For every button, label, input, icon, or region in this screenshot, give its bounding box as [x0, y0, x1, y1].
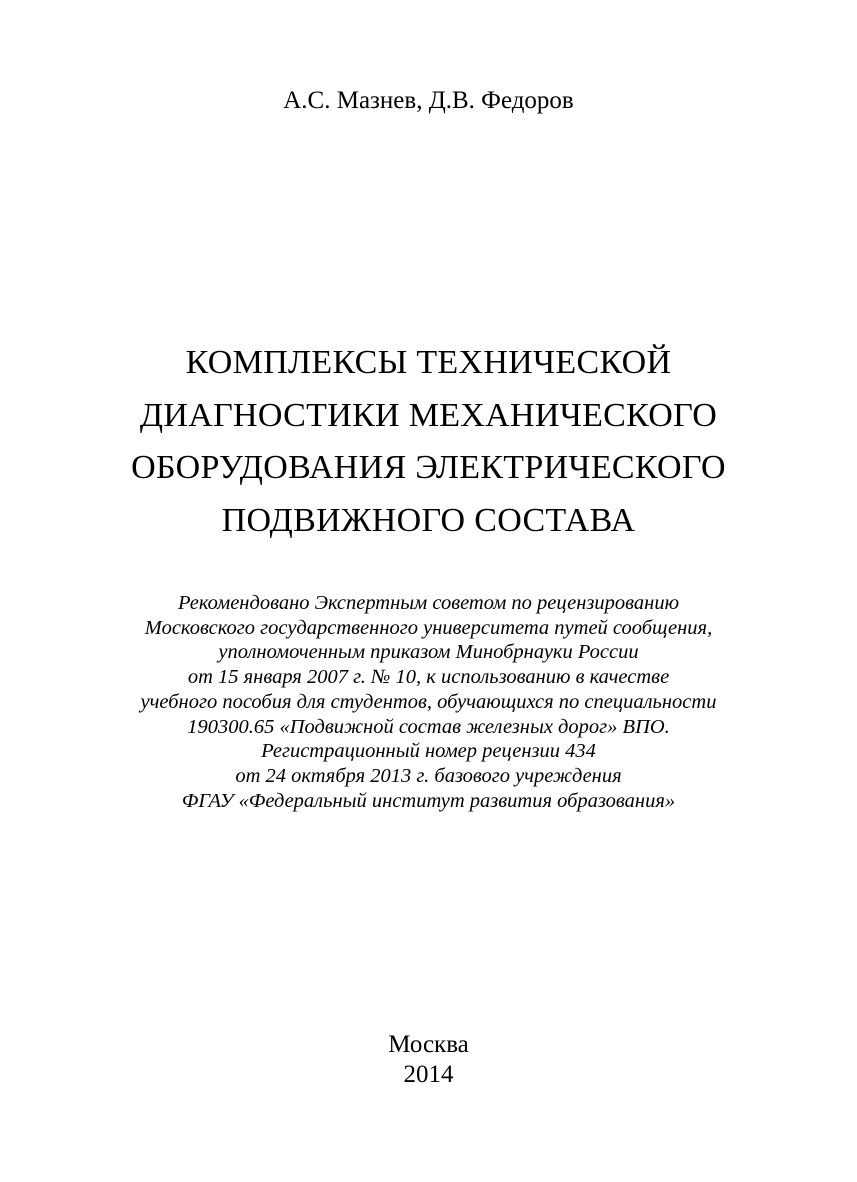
title-line: КОМПЛЕКСЫ ТЕХНИЧЕСКОЙ — [185, 344, 672, 381]
imprint-city: Москва — [388, 1031, 469, 1058]
imprint — [0, 1030, 857, 1090]
imprint-year: 2014 — [403, 1061, 454, 1088]
authors: А.С. Мазнев, Д.В. Федоров — [283, 87, 574, 114]
approval-line: Московского государственного университета путей сообщения, — [144, 616, 713, 639]
approval-statement — [0, 591, 857, 813]
approval-line: Рекомендовано Экспертным советом по рецензированию — [177, 592, 680, 614]
approval-line: Регистрационный номер рецензии 434 — [261, 740, 596, 763]
approval-line: от 24 октября 2013 г. базового учреждения — [235, 764, 622, 787]
approval-line: ФГАУ «Федеральный институт развития образования» — [181, 789, 676, 812]
title-line: ОБОРУДОВАНИЯ ЭЛЕКТРИЧЕСКОГО — [131, 449, 726, 486]
approval-line: от 15 января 2007 г. № 10, к использованию в качестве — [187, 666, 670, 689]
book-title — [0, 337, 857, 547]
title-line: ДИАГНОСТИКИ МЕХАНИЧЕСКОГО — [139, 396, 718, 434]
title-line: ПОДВИЖНОГО СОСТАВА — [221, 501, 636, 539]
approval-line: учебного пособия для студентов, обучающихся по специальности — [140, 690, 717, 713]
approval-line: 190300.65 «Подвижной состав железных дорог» ВПО. — [187, 715, 670, 738]
approval-line: уполномоченным приказом Минобрнауки России — [218, 641, 639, 664]
